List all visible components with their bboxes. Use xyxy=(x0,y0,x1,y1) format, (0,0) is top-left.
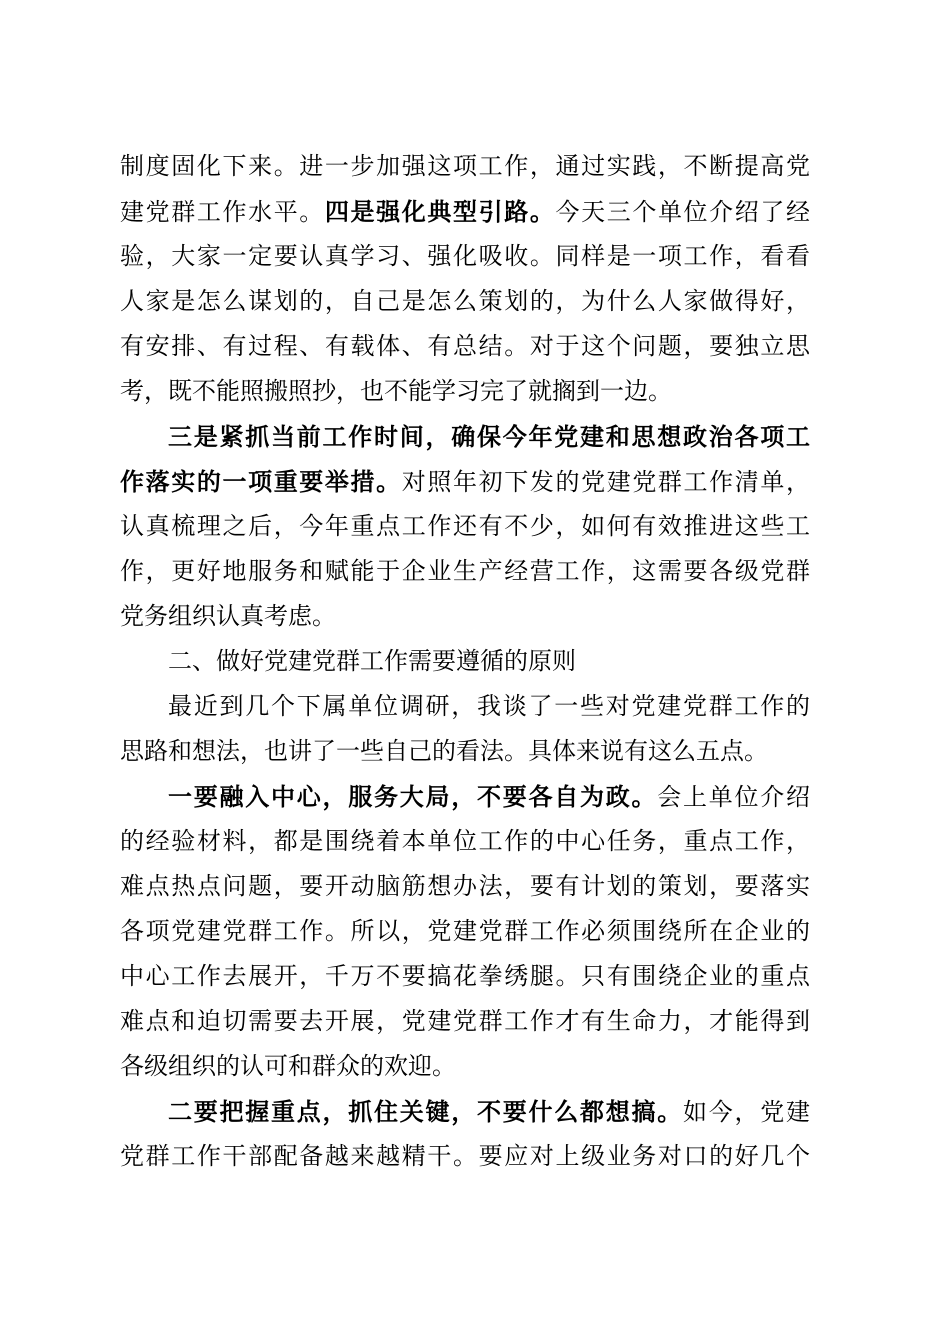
body-text-segment: 党群工作干部配备越来越精干。要应对上级业务对口的好几个 xyxy=(120,1142,810,1170)
body-text-segment: 作，更好地服务和赋能于企业生产经营工作，这需要各级党群 xyxy=(120,557,810,585)
body-text-segment: 考，既不能照搬照抄，也不能学习完了就搁到一边。 xyxy=(120,377,672,405)
text-line xyxy=(120,594,810,639)
body-text-segment: 如今，党建 xyxy=(683,1098,810,1126)
text-line xyxy=(120,414,810,459)
body-text-segment: 会上单位介绍 xyxy=(657,783,810,811)
text-line-content xyxy=(120,999,810,1044)
text-line-content xyxy=(120,369,672,414)
text-line xyxy=(120,684,810,729)
text-line-content xyxy=(120,279,810,324)
text-line xyxy=(120,144,810,189)
body-text-segment: 对照年初下发的党建党群工作清单， xyxy=(401,468,811,496)
text-line-content xyxy=(168,1089,810,1134)
text-line-content xyxy=(120,909,810,954)
text-line xyxy=(120,369,810,414)
body-text-segment: 各项党建党群工作。所以，党建党群工作必须围绕所在企业的 xyxy=(120,917,810,945)
bold-heading-text: 二要把握重点，抓住关键，不要什么都想搞。 xyxy=(168,1097,683,1126)
text-line-content xyxy=(120,729,768,774)
text-line xyxy=(120,864,810,909)
text-line xyxy=(120,954,810,999)
text-line xyxy=(120,819,810,864)
text-line-content xyxy=(120,954,810,999)
body-text-segment: 的经验材料，都是围绕着本单位工作的中心任务，重点工作， xyxy=(120,827,810,855)
body-text xyxy=(120,144,810,1179)
text-line xyxy=(120,999,810,1044)
bold-heading-text: 一要融入中心，服务大局，不要各自为政。 xyxy=(168,782,658,811)
body-text-segment: 建党群工作水平。 xyxy=(120,198,325,226)
body-text-segment: 验，大家一定要认真学习、强化吸收。同样是一项工作，看看 xyxy=(120,242,810,270)
bold-heading-text: 作落实的一项重要举措。 xyxy=(120,467,402,496)
text-line-content xyxy=(120,1134,810,1179)
body-text-segment: 难点和迫切需要去开展，党建党群工作才有生命力，才能得到 xyxy=(120,1007,810,1035)
text-line xyxy=(120,234,810,279)
text-line xyxy=(120,324,810,369)
text-line xyxy=(120,1134,810,1179)
text-line-content xyxy=(120,594,336,639)
text-line-content xyxy=(120,504,810,549)
bold-heading-text: 三是紧抓当前工作时间，确保今年党建和思想政治各项工 xyxy=(168,422,810,451)
body-text-segment: 有安排、有过程、有载体、有总结。对于这个问题，要独立思 xyxy=(120,332,810,360)
text-line xyxy=(120,729,810,774)
text-line-content xyxy=(168,414,810,459)
body-text-segment: 思路和想法，也讲了一些自己的看法。具体来说有这么五点。 xyxy=(120,737,768,765)
text-line-content xyxy=(120,189,810,234)
text-line xyxy=(120,189,810,234)
body-text-segment: 今天三个单位介绍了经 xyxy=(555,198,811,226)
body-text-segment: 难点热点问题，要开动脑筋想办法，要有计划的策划，要落实 xyxy=(120,872,810,900)
text-line xyxy=(120,549,810,594)
text-line xyxy=(120,459,810,504)
body-text-segment: 党务组织认真考虑。 xyxy=(120,602,336,630)
text-line-content xyxy=(120,324,810,369)
body-text-segment: 最近到几个下属单位调研，我谈了一些对党建党群工作的 xyxy=(168,692,810,720)
text-line-content xyxy=(120,459,810,504)
text-line-content xyxy=(120,1044,456,1089)
body-text-segment: 二、做好党建党群工作需要遵循的原则 xyxy=(168,647,576,675)
text-line xyxy=(120,504,810,549)
body-text-segment: 人家是怎么谋划的，自己是怎么策划的，为什么人家做得好， xyxy=(120,287,810,315)
text-line xyxy=(120,774,810,819)
body-text-segment: 制度固化下来。进一步加强这项工作，通过实践，不断提高党 xyxy=(120,152,810,180)
text-line-content xyxy=(168,684,810,729)
text-line xyxy=(120,1089,810,1134)
body-text-segment: 各级组织的认可和群众的欢迎。 xyxy=(120,1052,456,1080)
text-line xyxy=(120,909,810,954)
text-line-content xyxy=(168,774,810,819)
text-line xyxy=(120,639,810,684)
text-line-content xyxy=(120,144,810,189)
body-text-segment: 中心工作去展开，千万不要搞花拳绣腿。只有围绕企业的重点 xyxy=(120,962,810,990)
text-line-content xyxy=(120,864,810,909)
text-line-content xyxy=(120,819,810,864)
text-line xyxy=(120,279,810,324)
text-line-content xyxy=(120,234,810,279)
text-line-content xyxy=(168,639,576,684)
text-line xyxy=(120,1044,810,1089)
text-line-content xyxy=(120,549,810,594)
bold-heading-text: 四是强化典型引路。 xyxy=(324,197,556,226)
body-text-segment: 认真梳理之后，今年重点工作还有不少，如何有效推进这些工 xyxy=(120,512,810,540)
